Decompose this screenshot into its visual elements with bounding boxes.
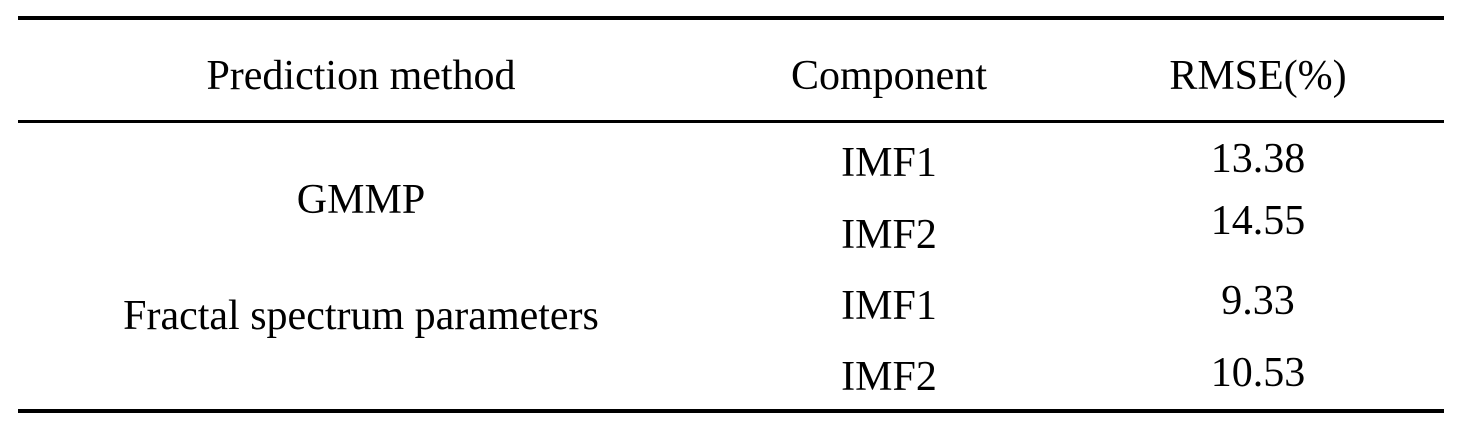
header-rmse: RMSE(%) [1169,53,1347,99]
method-gmmp: GMMP [296,177,426,223]
component-cell: IMF2 [841,212,937,258]
table-bottom-rule [18,409,1444,413]
header-prediction-method: Prediction method [206,53,516,99]
header-component: Component [791,53,987,99]
rmse-cell: 14.55 [1210,198,1306,244]
rmse-cell: 10.53 [1210,350,1306,396]
table-top-rule [18,16,1444,20]
method-fractal-spectrum: Fractal spectrum parameters [123,293,599,339]
rmse-cell: 13.38 [1210,136,1306,182]
component-cell: IMF1 [841,283,937,329]
table-header-rule [18,120,1444,123]
component-cell: IMF2 [841,354,937,400]
component-cell: IMF1 [841,140,937,186]
rmse-cell: 9.33 [1221,278,1295,324]
